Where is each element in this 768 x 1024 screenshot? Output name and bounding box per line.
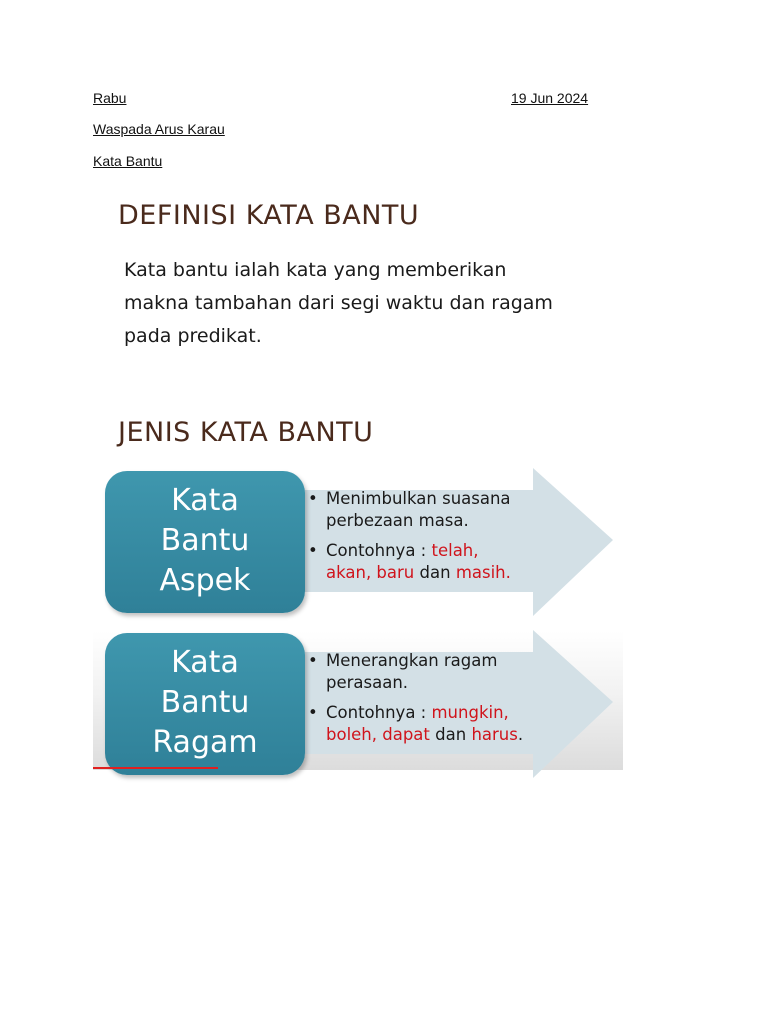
- aspek-box: [105, 471, 305, 613]
- ragam-point-examples: • Contohnya : mungkin, boleh, dapat dan harus.: [308, 703, 524, 744]
- author-label: Waspada Arus Karau: [93, 121, 225, 137]
- definition-title: DEFINISI KATA BANTU: [118, 200, 420, 231]
- ragam-box: [105, 633, 305, 775]
- definition-text: [124, 254, 619, 353]
- ragam-point-meaning: • Menerangkan ragam perasaan.: [308, 651, 498, 692]
- definition-slide: [93, 190, 623, 395]
- ragam-row: [105, 630, 615, 770]
- definition-line: makna tambahan dari segi waktu dan ragam: [124, 292, 553, 314]
- box-label: Ragam: [152, 725, 258, 760]
- aspek-row: [105, 468, 615, 608]
- day-label: Rabu: [93, 90, 127, 106]
- types-title: JENIS KATA BANTU: [118, 417, 374, 448]
- definition-line: Kata bantu ialah kata yang memberikan: [124, 259, 507, 281]
- box-label: Kata: [171, 483, 239, 518]
- box-label: Bantu: [160, 523, 250, 558]
- aspek-point-meaning: • Menimbulkan suasana perbezaan masa.: [308, 489, 511, 530]
- date-label: 19 Jun 2024: [511, 90, 589, 106]
- aspek-point-examples: • Contohnya : telah, akan, baru dan masih.: [308, 541, 511, 582]
- types-slide: [93, 405, 623, 770]
- box-label: Aspek: [159, 563, 251, 598]
- box-label: Kata: [171, 645, 239, 680]
- definition-line: pada predikat.: [124, 325, 262, 347]
- topic-label: Kata Bantu: [93, 153, 163, 169]
- red-underline-mark: [93, 767, 218, 769]
- box-label: Bantu: [160, 685, 250, 720]
